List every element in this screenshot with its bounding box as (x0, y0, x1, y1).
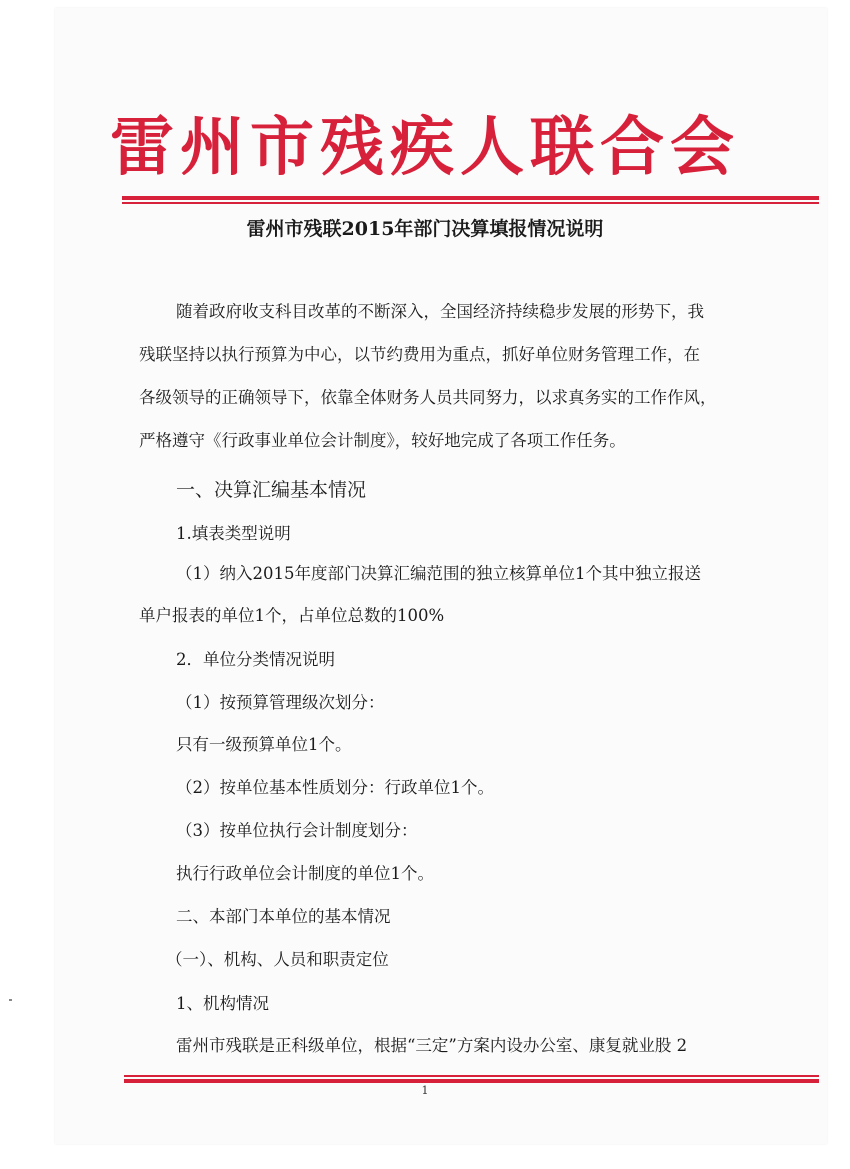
paragraph-line: 随着政府收支科目改革的不断深入，全国经济持续稳步发展的形势下，我 (176, 302, 704, 321)
letterhead-rule-thick (122, 196, 819, 200)
letterhead-org-name: 雷州市残疾人联合会 (110, 110, 740, 185)
subsection-heading: 1、机构情况 (176, 994, 269, 1013)
paragraph-line: 严格遵守《行政事业单位会计制度》，较好地完成了各项工作任务。 (139, 431, 626, 450)
paragraph-line: （3）按单位执行会计制度划分： (176, 821, 418, 840)
paragraph-line: 只有一级预算单位1个。 (176, 735, 352, 754)
paragraph-line: （1）纳入2015年度部门决算汇编范围的独立核算单位1个其中独立报送 (176, 564, 701, 583)
letterhead-rule-thin (122, 202, 819, 204)
subsection-heading: 1.填表类型说明 (176, 524, 291, 543)
paragraph-line: 执行行政单位会计制度的单位1个。 (176, 864, 434, 883)
paragraph-line: （2）按单位基本性质划分：行政单位1个。 (176, 778, 494, 797)
scan-speck (9, 999, 12, 1001)
footer-rule-thin (124, 1075, 819, 1077)
paragraph-line: 残联坚持以执行预算为中心，以节约费用为重点，抓好单位财务管理工作，在 (139, 345, 700, 364)
subsection-heading: 2．单位分类情况说明 (176, 650, 335, 669)
section-heading: 二、本部门本单位的基本情况 (176, 907, 391, 926)
paragraph-line: 雷州市残联是正科级单位，根据“三定”方案内设办公室、康复就业股 2 (176, 1036, 688, 1055)
document-title: 雷州市残联2015年部门决算填报情况说明 (246, 218, 604, 240)
paragraph-line: 各级领导的正确领导下，依靠全体财务人员共同努力，以求真务实的工作作风， (139, 388, 717, 407)
footer-rule-thick (124, 1079, 819, 1083)
subsection-heading: （一）、机构、人员和职责定位 (166, 950, 389, 969)
paragraph-line: （1）按预算管理级次划分： (176, 693, 385, 712)
paragraph-line: 单户报表的单位1个，占单位总数的100% (139, 606, 445, 625)
section-heading: 一、决算汇编基本情况 (176, 479, 367, 501)
page-number: 1 (421, 1084, 429, 1097)
